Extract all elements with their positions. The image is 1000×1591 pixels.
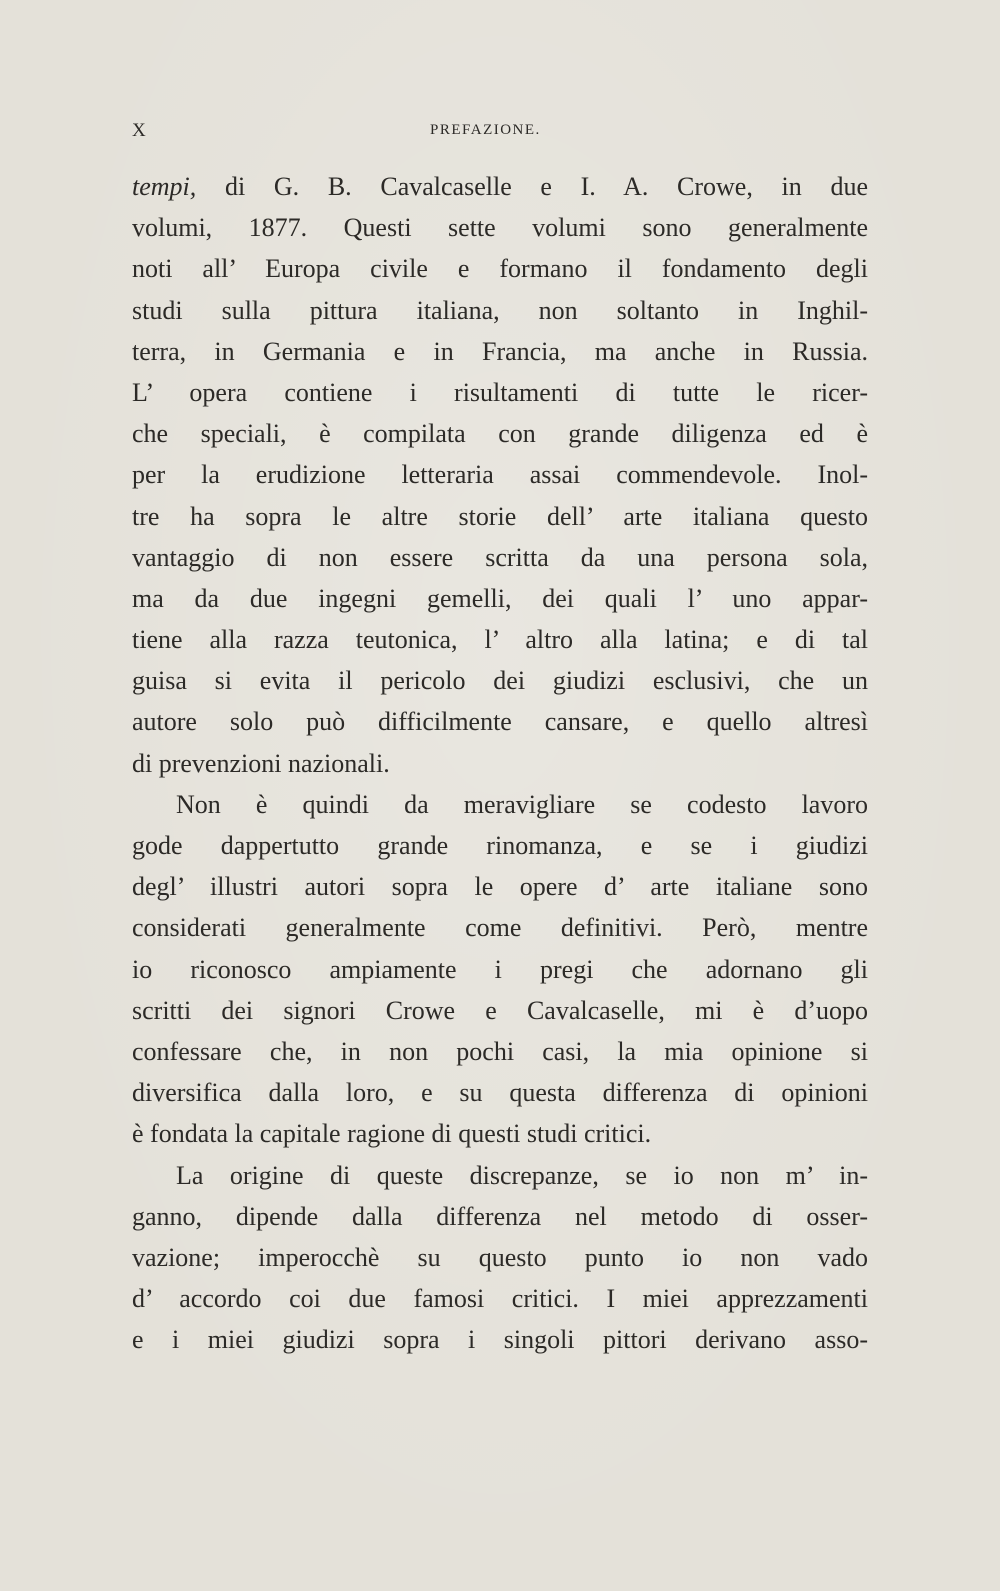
text-line: confessare che, in non pochi casi, la mia opinione si [132,1036,868,1066]
text-line: L’ opera contiene i risultamenti di tutte le ricer- [132,377,868,407]
text-line: ma da due ingegni gemelli, dei quali l’ uno appar- [132,583,868,613]
text-line: tiene alla razza teutonica, l’ altro alla latina; e di tal [132,625,868,655]
text-line: considerati generalmente come definitivi. Però, mentre [132,913,868,943]
italic-title-word: tempi, [132,172,197,201]
text-line: tempi, di G. B. Cavalcaselle e I. A. Crowe, in due [132,172,868,201]
page-number: X [132,120,147,141]
text-line: io riconosco ampiamente i pregi che adornano gli [132,954,868,984]
text-line: guisa si evita il pericolo dei giudizi esclusivi, che un [132,666,868,696]
text-line: autore solo può difficilmente cansare, e quello altresì [132,707,868,737]
text-line: che speciali, è compilata con grande diligenza ed è [132,419,868,449]
text-line: Non è quindi da meravigliare se codesto lavoro [176,789,868,819]
text-line: vantaggio di non essere scritta da una persona sola, [132,542,868,572]
text-line: volumi, 1877. Questi sette volumi sono generalmente [132,213,868,243]
text-line: e i miei giudizi sopra i singoli pittori derivano asso- [132,1325,868,1355]
text-line: tre ha sopra le altre storie dell’ arte italiana questo [132,501,868,531]
text-line: terra, in Germania e in Francia, ma anche in Russia. [132,336,868,366]
text-line: scritti dei signori Crowe e Cavalcaselle, mi è d’uopo [132,995,868,1025]
text-line: gode dappertutto grande rinomanza, e se i giudizi [132,831,868,860]
running-head [132,120,864,144]
text-line: d’ accordo coi due famosi critici. I miei apprezzamenti [132,1284,868,1314]
running-title: PREFAZIONE. [430,122,541,138]
body-text [132,166,868,1360]
text-line: per la erudizione letteraria assai commendevole. Inol- [132,460,868,490]
text-line: di prevenzioni nazionali. [132,748,390,778]
text-line: noti all’ Europa civile e formano il fondamento degli [132,254,868,284]
text-line: è fondata la capitale ragione di questi studi critici. [132,1119,652,1149]
text-line: vazione; imperocchè su questo punto io non vado [132,1242,868,1272]
text-line: degl’ illustri autori sopra le opere d’ arte italiane sono [132,872,868,902]
text-line: diversifica dalla loro, e su questa differenza di opinioni [132,1078,868,1108]
text-line: ganno, dipende dalla differenza nel metodo di osser- [132,1201,868,1231]
text-line: La origine di queste discrepanze, se io non m’ in- [176,1160,868,1190]
text-line: studi sulla pittura italiana, non soltanto in Inghil- [132,295,868,325]
